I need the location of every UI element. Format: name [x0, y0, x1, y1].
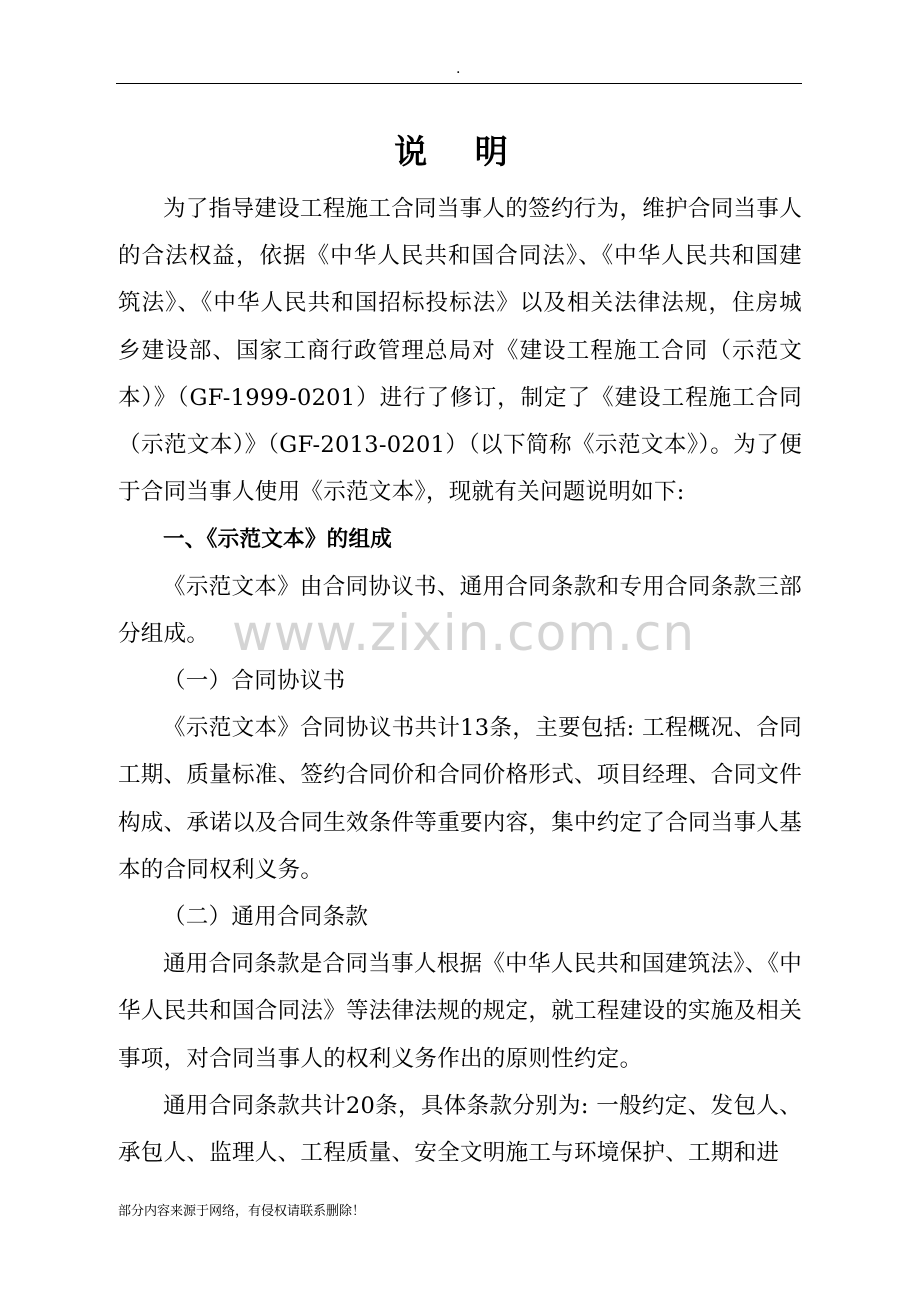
header-rule: [116, 83, 802, 84]
section-heading-composition: 一、《示范文本》的组成: [163, 527, 393, 553]
general-clauses-list-paragraph: 通用合同条款共计20条，具体条款分别为: 一般约定、发包人、承包人、监理人、工程质量、安全文明施工与环境保护、工期和进: [118, 1092, 802, 1167]
intro-paragraph: 为了指导建设工程施工合同当事人的签约行为，维护合同当事人的合法权益，依据《中华人民共和国合同法》、《中华人民共和国建筑法》、《中华人民共和国招标投标法》以及相关法律法规，住房城乡建设部、国家工商行政管理总局对《建设工程施工合同（示范文本）》（GF-1999-0201）进行了修订，制定了《建设工程施工合同（示范文本）》（GF-2013-0201）（以下简称《示范文本》）。为了便于合同当事人使用《示范文本》，现就有关问题说明如下:: [118, 196, 802, 506]
composition-paragraph: 《示范文本》由合同协议书、通用合同条款和专用合同条款三部分组成。: [118, 573, 802, 647]
page-title: 说 明: [394, 132, 526, 171]
document-body: [118, 186, 802, 1177]
footer-note: 部分内容来源于网络，有侵权请联系删除！: [118, 1204, 366, 1219]
header-mark: .: [456, 61, 461, 77]
watermark: www.zixin.com.cn: [232, 604, 696, 662]
subheading-general-clauses: （二）通用合同条款: [163, 904, 369, 931]
agreement-paragraph: 《示范文本》合同协议书共计13条，主要包括: 工程概况、合同工期、质量标准、签约合同价和合同价格形式、项目经理、合同文件构成、承诺以及合同生效条件等重要内容，集中约定了合同当事人基本的合同权利义务。: [118, 715, 803, 883]
general-clauses-paragraph: 通用合同条款是合同当事人根据《中华人民共和国建筑法》、《中华人民共和国合同法》等法律法规的规定，就工程建设的实施及相关事项，对合同当事人的权利义务作出的原则性约定。: [118, 951, 803, 1072]
subheading-agreement: （一）合同协议书: [163, 668, 346, 695]
